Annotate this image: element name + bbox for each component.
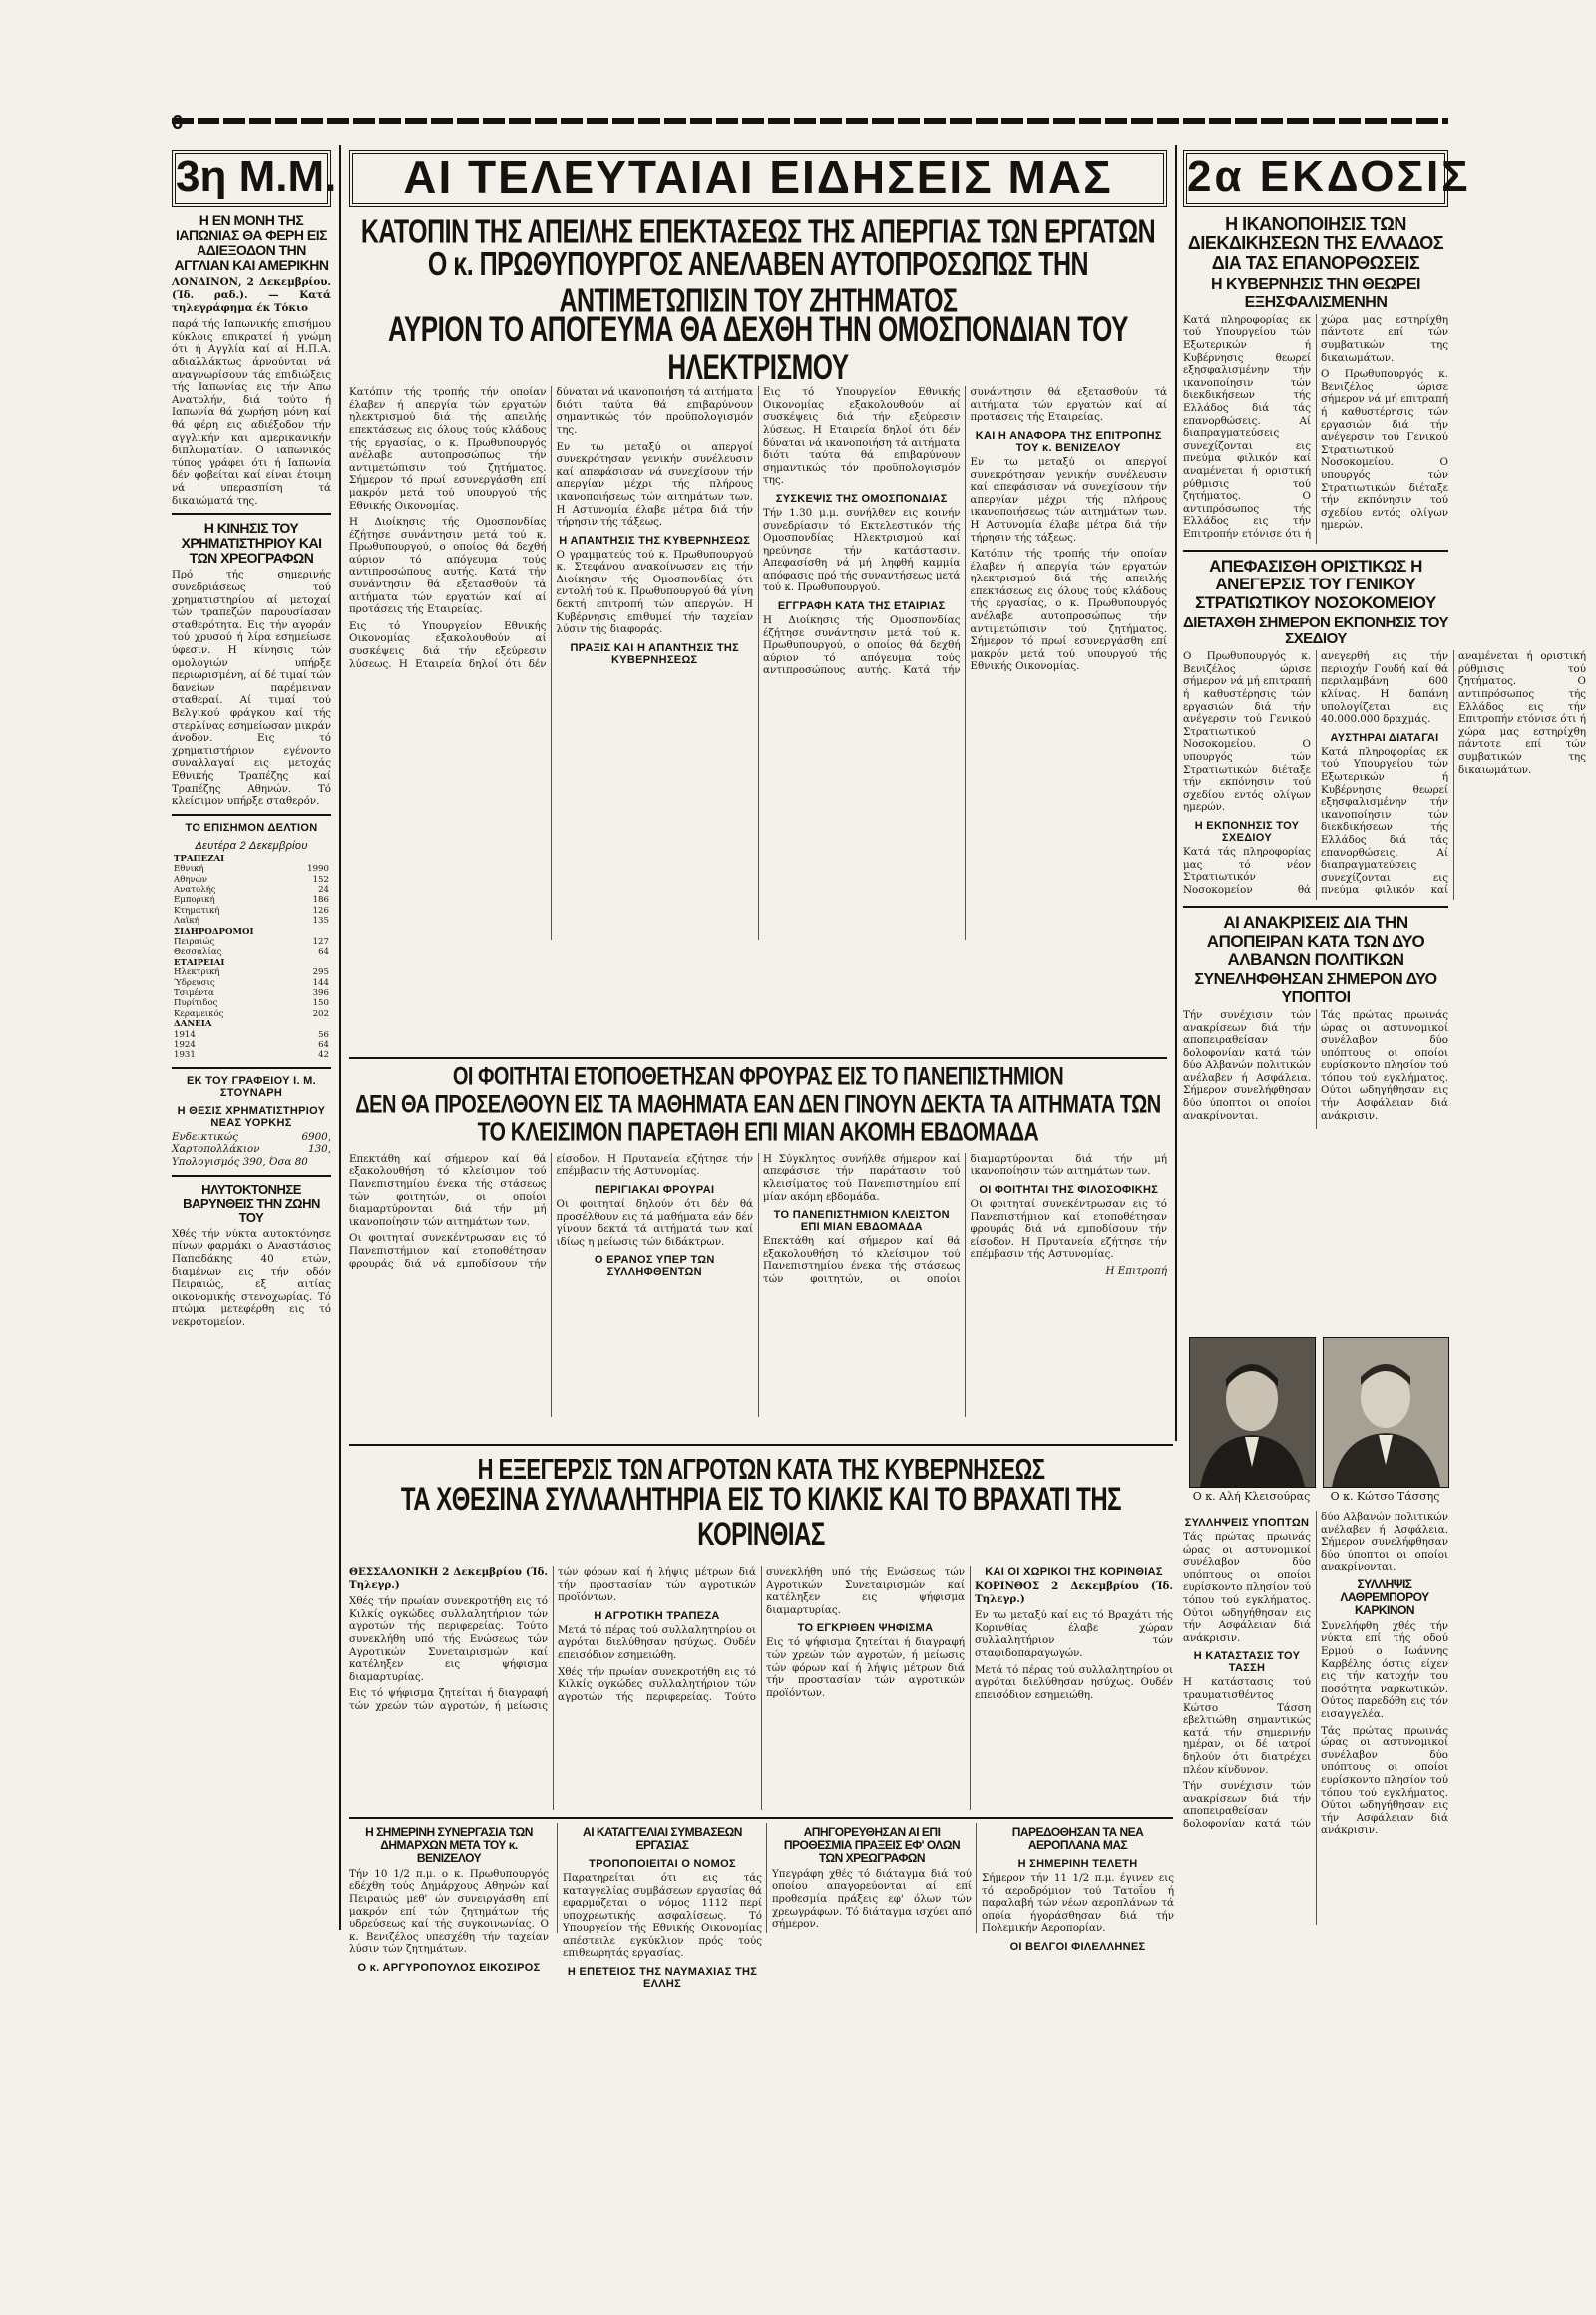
stock-label: Λαϊκή [174,916,200,927]
farmers-headline-1: Η ΕΞΕΓΕΡΣΙΣ ΤΩΝ ΑΓΡΟΤΩΝ ΚΑΤΑ ΤΗΣ ΚΥΒΕΡΝΗΣΕΩΣ [477,1453,1045,1486]
stock-value: 24 [318,884,329,895]
farmers-paragraph: Μετά τό πέρας τού συλλαλητηρίου οι αγρόται διελύθησαν ησύχως. Ουδέν επεισόδιον εσημειώθη. [975,1663,1173,1701]
stock-label: Ηλεκτρική [174,967,220,978]
smuggler-text: Συνελήφθη χθές τήν νύκτα επί τής οδού Ερμού ο Ιωάννης Καρβέλης όστις είχεν εις τήν κατοχήν του ποσότητα ναρκωτικών. Ούτος παρεδόθη εις τόν εισαγγελέα. [1321,1619,1448,1720]
hospital-sub-2: ΑΥΣΤΗΡΑΙ ΔΙΑΤΑΓΑΙ [1330,731,1439,744]
small-articles-row [349,1817,1174,1991]
stock-value: 1990 [307,864,329,875]
photo-tassis [1323,1337,1449,1488]
arrests-text: Τάς πρώτας πρωινάς ώρας οι αστυνομικοί συνέλαβον δύο υπόπτους οι οποίοι ευρίσκοντο πλησίον τού τόπου τού εγκλήματος. Ούτοι ωδηγήθησαν εις τήν Ασφάλειαν διά ανάκρισιν. [1183,1531,1311,1644]
strike-headline-2: Ο κ. ΠΡΩΘΥΠΟΥΡΓΟΣ ΑΝΕΛΑΒΕΝ ΑΥΤΟΠΡΟΣΩΠΩΣ ΤΗΝ ΑΝΤΙΜΕΤΩΠΙΣΙΝ ΤΟΥ ΖΗΤΗΜΑΤΟΣ [427,245,1089,320]
students-subhead-2: Ο ΕΡΑΝΟΣ ΥΠΕΡ ΤΩΝ ΣΥΛΛΗΦΘΕΝΤΩΝ [594,1254,715,1279]
stock-label: ΔΑΝΕΙΑ [174,1019,212,1030]
left-lead-dateline: ΛΟΝΔΙΝΟΝ, 2 Δεκεμβρίου. (Ίδ. ραδ.). — Κατά τηλεγράφημα έκ Τόκιο [172,276,331,314]
stock-label: Τσιμέντα [174,988,214,999]
reparations-text: Ο Πρωθυπουργός κ. Βενιζέλος ώρισε σήμερον νά μή επιτραπή ή καθυστέρησις τών εργασιών διά τήν ανέγερσιν τού Γενικού Στρατιωτικού Νοσοκομείου. Ο υπουργός τών Στρατιωτικών διέταξε τήν εκπόνησιν τού σχεδίου εντός ολίγων ημερών. [1321,368,1448,532]
stock-label: Αθηνών [174,874,207,885]
stock-label: ΣΙΔΗΡΟΔΡΟΜΟΙ [174,926,254,937]
strike-paragraph: Εν τω μεταξύ οι απεργοί συνεκρότησαν γενικήν συνέλευσιν καί απεφάσισαν νά συνεχίσουν τήν απεργίαν μέχρι τής πλήρους ικανοποιήσεως τών αιτημάτων των. Η Αστυνομία έλαβε μέτρα διά τήν τήρησιν τής τάξεως. [556,440,753,529]
stock-row [172,978,331,988]
strike-paragraph: Η Διοίκησις τής Ομοσπονδίας έζήτησε συνάντησιν μετά τού κ. Πρωθυπουργού, ο οποίος θά δεχθή αύριον τό απόγευμα τούς αντιπροσώπους αυτής. Κατά τήν συνάντησιν θά εξετασθούν τά αιτήματα τών εργατών καί αί προτάσεις τής Εταιρείας. [763,386,1167,677]
albanian-text: Τήν συνέχισιν τών ανακρίσεων διά τήν αποπειραθείσαν δολοφονίαν κατά τών δύο Αλβανών πολιτικών ανέλαβεν ή Ασφάλεια. Σήμερον συνελήφθησαν δύο ύποπτοι οι οποίοι ανακρίνονται. [1183,1008,1311,1122]
elli-anniversary-sub: Η ΕΠΕΤΕΙΟΣ ΤΗΣ ΝΑΥΜΑΧΙΑΣ ΤΗΣ ΕΛΛΗΣ [567,1966,758,1991]
stock-value [293,1019,331,1029]
farmers-dateline: ΘΕΣΣΑΛΟΝΙΚΗ 2 Δεκεμβρίου (Ίδ. Τηλεγρ.) [349,1566,548,1591]
suicide-text: Χθές τήν νύκτα αυτοκτόνησε πίνων φαρμάκι ο Αναστάσιος Παπαδάκης 40 ετών, διαμένων εις τήν οδόν Πειραιώς, εξ αιτίας οικονομικής στενοχωρίας. Τό πτώμα μετεφέρθη εις τό νεκροτομείον. [172,1227,331,1328]
contracts-headline: ΑΙ ΚΑΤΑΓΓΕΛΙΑΙ ΣΥΜΒΑΣΕΩΝ ΕΡΓΑΣΙΑΣ [583,1825,742,1852]
strike-subhead-3: ΣΥΣΚΕΨΙΣ ΤΗΣ ΟΜΟΣΠΟΝΔΙΑΣ [775,492,948,505]
stock-label: Εθνική [174,864,204,875]
stock-row [172,875,331,885]
photo-caption-kleisouras: Ο κ. Αλή Κλεισούρας [1192,1490,1311,1503]
stock-row [172,854,331,864]
right-lower [1183,1511,1448,1930]
center-top [349,150,1167,1047]
strike-paragraph: Κατόπιν τής τροπής τήν οποίαν έλαβεν ή απεργία τών εργατών ηλεκτρισμού διά τής απειλής επεκτάσεως εις όλους τούς κλάδους τής εργασίας, ο κ. Πρωθυπουργός ανέλαβε αυτοπροσώπως τήν αντιμετώπισιν τού ζητήματος. Σήμερον τό πρωί εσυνεργάσθη επί μακρόν μετά τού υπουργού τής Εθνικής Οικονομίας. [349,386,547,512]
albanian-subheadline: ΣΥΝΕΛΗΦΘΗΣΑΝ ΣΗΜΕΡΟΝ ΔΥΟ ΥΠΟΠΤΟΙ [1194,971,1437,1006]
stock-label: 1924 [174,1040,196,1051]
top-rule [172,118,1448,124]
stock-value: 126 [312,905,329,916]
mayors-sub: Ο κ. ΑΡΓΥΡΟΠΟΥΛΟΣ ΕΙΚΟΣΙΡΟΣ [357,1962,541,1975]
stock-row [172,998,331,1008]
stock-row [172,1009,331,1019]
reparations-headline: Η ΙΚΑΝΟΠΟΙΗΣΙΣ ΤΩΝ ΔΙΕΚΔΙΚΗΣΕΩΝ ΤΗΣ ΕΛΛΑΔΟΣ ΔΙΑ ΤΑΣ ΕΠΑΝΟΡΘΩΣΕΙΣ [1187,214,1444,273]
tassis-condition-text: Η κατάστασις τού τραυματισθέντος Κώτσο Τάσση εβελτιώθη σημαντικώς κατά τήν σημερινήν ημέραν, οι δέ ιατροί δηλούν ότι διατρέχει πλέον κίνδυνον. [1183,1676,1311,1776]
stock-value [293,958,331,967]
students-paragraph: Οι φοιτηταί συνεκέντρωσαν εις τό Πανεπιστήμιον καί ετοποθέτησαν φρουράς διά νά εμποδίσουν τήν είσοδον. Η Πρυτανεία εζήτησε τήν επέμβασιν τής Αστυνομίας. [970,1198,1167,1261]
bulletin-date: Δευτέρα 2 Δεκεμβρίου [195,839,308,852]
students-paragraph: Επεκτάθη καί σήμερον καί θά εξακολουθήση τό κλείσιμον τού Πανεπιστημίου ένεκα τής στάσεως τών φοιτητών, οι οποίοι διαμαρτύρονται διά τήν μή ικανοποίησιν τών αιτημάτων των. [763,1152,1167,1286]
stock-value: 64 [318,1040,329,1051]
students-headline-1: ΟΙ ΦΟΙΤΗΤΑΙ ΕΤΟΠΟΘΕΤΗΣΑΝ ΦΡΟΥΡΑΣ ΕΙΣ ΤΟ ΠΑΝΕΠΙΣΤΗΜΙΟΝ [452,1063,1064,1091]
divider [172,814,331,816]
stock-row [172,885,331,895]
reparations-subheadline: Η ΚΥΒΕΡΝΗΣΙΣ ΤΗΝ ΘΕΩΡΕΙ ΕΞΗΣΦΑΛΙΣΜΕΝΗΝ [1211,276,1420,311]
students-subhead-1: ΠΕΡΙΓΙΑΚΑΙ ΦΡΟΥΡΑΙ [595,1184,715,1197]
stock-label: 1931 [174,1050,196,1061]
airplanes-headline: ΠΑΡΕΔΟΘΗΣΑΝ ΤΑ ΝΕΑ ΑΕΡΟΠΛΑΝΑ ΜΑΣ [1011,1825,1144,1852]
left-lead-headline: Η ΕΝ ΜΟΝΗ ΤΗΣ ΙΑΠΩΝΙΑΣ ΘΑ ΦΕΡΗ ΕΙΣ ΑΔΙΕΞΟΔΟΝ ΤΗΝ ΑΓΓΛΙΑΝ ΚΑΙ ΑΜΕΡΙΚΗΝ [174,212,329,274]
albanian-body [1183,1009,1448,1129]
stock-label: Θεσσαλίας [174,947,222,958]
masthead-left: 3η Μ.Μ. [172,150,331,207]
mayors-text: Τήν 10 1/2 π.μ. ο κ. Πρωθυπουργός εδέχθη τούς Δημάρχους Αθηνών καί Πειραιώς μεθ' ών συνειργάσθη επί μακρόν επί τών ζητημάτων τής υδρεύσεως καί τής συγκοινωνίας. Ο κ. Βενιζέλος υπεσχέθη τήν ταχείαν λύσιν τών ζητημάτων. [349,1867,549,1956]
divider [1183,550,1448,552]
strike-article [349,386,1167,940]
strike-paragraph: Η Διοίκησις τής Ομοσπονδίας έζήτησε συνάντησιν μετά τού κ. Πρωθυπουργού, ο οποίος θά δεχθή αύριον τό απόγευμα τούς αντιπροσώπους αυτής. Κατά τήν συνάντησιν θά εξετασθούν τά αιτήματα τών εργατών καί αί προτάσεις τής Εταιρείας. [349,516,547,616]
stock-row [172,937,331,947]
divider [172,513,331,515]
bank-note: ΕΚ ΤΟΥ ΓΡΑΦΕΙΟΥ Ι. Μ. ΣΤΟΥΝΑΡΗ [186,1074,317,1099]
stock-row [172,1019,331,1029]
right-column [1183,150,1586,1446]
contracts-article [557,1823,762,1991]
reparations-body [1183,314,1448,544]
stock-row [172,947,331,957]
stock-value: 42 [318,1050,329,1061]
futures-headline: ΑΠΗΓΟΡΕΥΘΗΣΑΝ ΑΙ ΕΠΙ ΠΡΟΘΕΣΜΙΑ ΠΡΑΞΕΙΣ ΕΦ' ΟΛΩΝ ΤΩΝ ΧΡΕΩΓΡΑΦΩΝ [783,1825,961,1865]
stock-value: 144 [312,977,329,988]
stock-row [172,927,331,937]
strike-subhead-5: ΚΑΙ Η ΑΝΑΦΟΡΑ ΤΗΣ ΕΠΙΤΡΟΠΗΣ ΤΟΥ κ. ΒΕΝΙΖΕΛΟΥ [975,429,1162,454]
mayors-headline: Η ΣΗΜΕΡΙΝΗ ΣΥΝΕΡΓΑΣΙΑ ΤΩΝ ΔΗΜΑΡΧΩΝ ΜΕΤΑ ΤΟΥ κ. ΒΕΝΙΖΕΛΟΥ [365,1825,533,1865]
stock-value: 396 [312,988,329,999]
farmers-paragraph: Εν τω μεταξύ καί εις τό Βραχάτι τής Κορινθίας έλαβε χώραν συλλαλητήριον τών σταφιδοπαραγωγών. [975,1609,1173,1659]
stock-label: Κτηματική [174,905,220,916]
hospital-sub-1: Η ΕΚΠΟΝΗΣΙΣ ΤΟΥ ΣΧΕΔΙΟΥ [1194,820,1300,845]
students-paragraph: Οι φοιτηταί συνεκέντρωσαν εις τό Πανεπιστήμιον καί ετοποθέτησαν φρουράς διά νά εμποδίσουν τήν είσοδον. Η Πρυτανεία εζήτησε τήν επέμβασιν τής Αστυνομίας. [349,1152,753,1270]
farmers-paragraph: Χθές τήν πρωίαν συνεκροτήθη εις τό Κιλκίς ογκώδες συλλαλητήριον τών αγροτών τής περιφερείας. Τούτο συνεκλήθη υπό τής Ενώσεως τών Αγροτικών Συνεταιρισμών καί κατέληξεν εις ψήφισμα διαμαρτυρίας. [349,1595,548,1683]
stock-market-headline: Η ΚΙΝΗΣΙΣ ΤΟΥ ΧΡΗΜΑΤΙΣΤΗΡΙΟΥ ΚΑΙ ΤΩΝ ΧΡΕΟΓΡΑΦΩΝ [181,520,322,567]
strike-headline-3: ΑΥΡΙΟΝ ΤΟ ΑΠΟΓΕΥΜΑ ΘΑ ΔΕΧΘΗ ΤΗΝ ΟΜΟΣΠΟΝΔΙΑΝ ΤΟΥ ΗΛΕΚΤΡΙΣΜΟΥ [388,308,1128,388]
photo-caption-tassis: Ο κ. Κώτσο Τάσσης [1330,1490,1440,1503]
stock-label: Κεραμεικός [174,1008,224,1019]
albanian-text: Τάς πρώτας πρωινάς ώρας οι αστυνομικοί συνέλαβον δύο υπόπτους οι οποίοι ευρίσκοντο πλησίον τού τόπου τού εγκλήματος. Ούτοι ωδηγήθησαν εις τήν Ασφάλειαν διά ανάκρισιν. [1321,1008,1448,1122]
farmers-paragraph: Εις τό ψήφισμα ζητείται ή διαγραφή τών χρεών τών αγροτών, ή μείωσις τών φόρων καί ή λήψις μέτρων διά τήν προστασίαν τών αγροτικών προϊόντων. [349,1566,756,1712]
stock-value: 150 [312,998,329,1009]
students-article [349,1057,1167,1442]
tassis-condition-subhead: Η ΚΑΤΑΣΤΑΣΙΣ ΤΟΥ ΤΑΣΣΗ [1193,1650,1301,1675]
bank-text: Ενδεικτικώς 6900, Χαρτοπολλάκιον 130, Υπολογισμός 390, Όσα 80 [172,1130,331,1169]
hospital-text: Κατά πληροφορίας εκ τού Υπουργείου τών Εξωτερικών ή Κυβέρνησις θεωρεί εξησφαλισμένην τήν ικανοποίησιν τών διεκδικήσεων τής Ελλάδος διά τάς επανορθώσεις. Αί διαπραγματεύσεις συνεχίζονται εις πνεύμα φιλικόν καί αναμένεται ή οριστική ρύθμισις τού ζητήματος. Ο αντιπρόσωπος τής Ελλάδος εις τήν Επιτροπήν ετόνισε ότι ή χώρα μας εστηρίχθη πάντοτε επί τών συμβατικών της δικαιωμάτων. [1321,650,1586,897]
stock-value: 152 [312,874,329,885]
strike-subhead-2: ΠΡΑΞΙΣ ΚΑΙ Η ΑΠΑΝΤΗΣΙΣ ΤΗΣ ΚΥΒΕΡΝΗΣΕΩΣ [570,641,740,666]
contracts-sub: ΤΡΟΠΟΠΟΙΕΙΤΑΙ Ο ΝΟΜΟΣ [589,1857,736,1870]
strike-headline-1: ΚΑΤΟΠΙΝ ΤΗΣ ΑΠΕΙΛΗΣ ΕΠΕΚΤΑΣΕΩΣ ΤΗΣ ΑΠΕΡΓΙΑΣ ΤΩΝ ΕΡΓΑΤΩΝ [360,212,1156,251]
stock-value: 135 [312,916,329,927]
left-column [172,150,337,1925]
stock-label: Εμπορική [174,895,215,906]
stock-row [172,988,331,998]
divider [172,1175,331,1177]
hospital-body [1183,650,1586,900]
belgian-sub: ΟΙ ΒΕΛΓΟΙ ΦΙΛΕΛΛΗΝΕΣ [1009,1940,1146,1953]
suicide-headline: ΗΛΥΤΟΚΤΟΝΗΣΕ ΒΑΡΥΝΘΕΙΣ ΤΗΝ ΖΩΗΝ ΤΟΥ [183,1181,320,1225]
students-paragraph: Επεκτάθη καί σήμερον καί θά εξακολουθήση τό κλείσιμον τού Πανεπιστημίου ένεκα τής στάσεως τών φοιτητών, οι οποίοι διαμαρτύρονται διά τήν μή ικανοποίησιν τών αιτημάτων των. [349,1152,547,1228]
farmers-columns [349,1566,1173,1810]
reparations-text: Κατά πληροφορίας εκ τού Υπουργείου τών Εξωτερικών ή Κυβέρνησις θεωρεί εξησφαλισμένην τήν ικανοποίησιν τών διεκδικήσεων τής Ελλάδος διά τάς επανορθώσεις. Αί διαπραγματεύσεις συνεχίζονται εις πνεύμα φιλικόν καί αναμένεται ή οριστική ρύθμισις τού ζητήματος. Ο αντιπρόσωπος τής Ελλάδος εις τήν Επιτροπήν ετόνισε ότι ή χώρα μας εστηρίχθη πάντοτε επί τών συμβατικών της δικαιωμάτων. [1183,313,1448,540]
strike-paragraph: Εις τό Υπουργείον Εθνικής Οικονομίας εξακολουθούν αί συσκέψεις διά τήν εξεύρεσιν λύσεως. Η Εταιρεία δηλοί ότι δέν δύναται νά ικανοποιήση τά αιτήματα διότι ταύτα θά επιβαρύνουν σημαντικώς τόν προϋπολογισμόν της. [763,386,961,487]
futures-article [766,1823,972,1933]
stock-label: Ύδρευσις [174,977,215,988]
strike-paragraph: Εν τω μεταξύ οι απεργοί συνεκρότησαν γενικήν συνέλευσιν καί απεφάσισαν νά συνεχίσουν τήν απεργίαν μέχρι τής πλήρους ικανοποιήσεως τών αιτημάτων των. Η Αστυνομία έλαβε μέτρα διά τήν τήρησιν τής τάξεως. [970,455,1167,544]
students-subhead-3: ΤΟ ΠΑΝΕΠΙΣΤΗΜΙΟΝ ΚΛΕΙΣΤΟΝ ΕΠΙ ΜΙΑΝ ΕΒΔΟΜΑΔΑ [773,1209,950,1234]
stock-value: 186 [312,895,329,906]
portrait-icon [1324,1338,1448,1487]
masthead-center: ΑΙ ΤΕΛΕΥΤΑΙΑΙ ΕΙΔΗΣΕΙΣ ΜΑΣ [349,150,1167,207]
contracts-text: Παρατηρείται ότι εις τάς καταγγελίας συμβάσεων εργασίας θά εφαρμόζεται ο νόμος 1112 περί υποχρεωτικής ασφαλίσεως. Τό Υπουργείον τής Εθνικής Οικονομίας απέστειλε εγκύκλιον πρός τούς επιθεωρητάς εργασίας. [563,1871,762,1960]
farmers-body [349,1566,1173,1815]
stock-label: Ανατολής [174,884,216,895]
mayors-article [349,1823,549,1975]
stock-value: 64 [318,947,329,958]
students-paragraph: Οι φοιτηταί δηλούν ότι δέν θά προσέλθουν εις τά μαθήματα εάν δέν γίνουν δεκτά τά αιτήματά των καί ιδίως η μείωσις τών διδάκτρων. [556,1198,753,1248]
right-lower-body [1183,1511,1448,1925]
divider [1183,906,1448,908]
divider [172,1067,331,1069]
portrait-icon [1190,1338,1315,1487]
hospital-text: Ο Πρωθυπουργός κ. Βενιζέλος ώρισε σήμερον νά μή επιτραπή ή καθυστέρησις τών εργασιών διά τήν ανέγερσιν τού Γενικού Στρατιωτικού Νοσοκομείου. Ο υπουργός τών Στρατιωτικών διέταξε τήν εκπόνησιν τού σχεδίου εντός ολίγων ημερών. [1183,650,1311,814]
column-rule [339,145,341,1930]
strike-subhead-3-text: Τήν 1.30 μ.μ. συνήλθεν εις κοινήν συνεδρίασιν τό Εκτελεστικόν τής Ομοσπονδίας Ηλεκτρισμού καί ηρεύνησε τήν κατάστασιν. Απεφασίσθη νά μή ληφθή καμμία απόφασις πρό τής συναντήσεως μετά τού κ. Πρωθυπουργού. [763,506,961,594]
airplanes-sub: Η ΣΗΜΕΡΙΝΗ ΤΕΛΕΤΗ [1017,1857,1138,1870]
strike-subhead-1-text: Ο γραμματεύς τού κ. Πρωθυπουργού κ. Στεφάνου ανακοίνωσεν εις τήν Διοίκησιν τής Ομοσπονδίας ότι εντολή τού κ. Πρωθυπουργού θά γίνη δεκτή επιτροπή τών απεργών. Η Κυβέρνησις επιθυμεί τήν ταχείαν λύσιν τής διαφοράς. [556,548,753,636]
left-lead-text: παρά τής Ιαπωνικής επισήμου κύκλοις επικρατεί ή γνώμη ότι ή Αγγλία καί αί Η.Π.Α. αδιαλλάκτως άρνούνται νά αναγνωρίσουν τάς επιδιώξεις τής Ιαπωνίας εις τήν Απω Ανατολήν, διά τούτο ή Ιαπωνία θά χωρήση μόνη καί θά φέρη εις αδιέξοδον τήν αγγλικήν και αμερικανικήν διπλωματίαν. Ο ιαπωνικός τύπος γράφει ότι ή Ιαπωνία δέν φοβείται καί είναι έτοιμη νά υπερασπίση τά δικαιώματά της. [172,318,331,507]
stock-label: ΤΡΑΠΕΖΑΙ [174,853,225,864]
stock-row [172,1040,331,1050]
stock-label: ΕΤΑΙΡΕΙΑΙ [174,957,225,967]
students-headline-2: ΔΕΝ ΘΑ ΠΡΟΣΕΛΘΟΥΝ ΕΙΣ ΤΑ ΜΑΘΗΜΑΤΑ ΕΑΝ ΔΕΝ ΓΙΝΟΥΝ ΔΕΚΤΑ ΤΑ ΑΙΤΗΜΑΤΑ ΤΩΝ [355,1090,1161,1119]
stock-value: 295 [312,967,329,978]
stock-row [172,1030,331,1040]
stock-value [293,927,331,937]
farmers-paragraph: Μετά τό πέρας τού συλλαλητηρίου οι αγρόται διελύθησαν ησύχως. Ουδέν επεισόδιον εσημειώθη. [558,1623,756,1661]
stock-row [172,864,331,874]
albanian-headline: ΑΙ ΑΝΑΚΡΙΣΕΙΣ ΔΙΑ ΤΗΝ ΑΠΟΠΕΙΡΑΝ ΚΑΤΑ ΤΩΝ ΔΥΟ ΑΛΒΑΝΩΝ ΠΟΛΙΤΙΚΩΝ [1206,913,1425,969]
arrests-text: Τάς πρώτας πρωινάς ώρας οι αστυνομικοί συνέλαβον δύο υπόπτους οι οποίοι ευρίσκοντο πλησίον τού τόπου τού εγκλήματος. Ούτοι ωδηγήθησαν εις τήν Ασφάλειαν διά ανάκρισιν. [1321,1724,1448,1837]
bulletin-headline: ΤΟ ΕΠΙΣΗΜΟΝ ΔΕΛΤΙΟΝ [185,821,318,834]
students-headline-3: ΤΟ ΚΛΕΙΣΙΜΟΝ ΠΑΡΕΤΑΘΗ ΕΠΙ ΜΙΑΝ ΑΚΟΜΗ ΕΒΔΟΜΑΔΑ [477,1118,1039,1147]
stock-label: Πειραιώς [174,936,215,947]
futures-text: Υπεγράφη χθές τό διάταγμα διά τού οποίου απαγορεύονται αί επί προθεσμία πράξεις εφ' όλων τών χρεωγράφων. Τό διάταγμα ισχύει από σήμερον. [772,1867,972,1931]
bank-note-2: Η ΘΕΣΙΣ ΧΡΗΜΑΤΙΣΤΗΡΙΟΥ ΝΕΑΣ ΥΟΡΚΗΣ [177,1104,326,1129]
stock-value [293,854,331,864]
masthead-right: 2α ΕΚΔΟΣΙΣ [1183,150,1448,207]
farmers-subhead-1: Η ΑΓΡΟΤΙΚΗ ΤΡΑΠΕΖΑ [594,1609,720,1622]
hospital-subheadline: ΔΙΕΤΑΧΘΗ ΣΗΜΕΡΟΝ ΕΚΠΟΝΗΣΙΣ ΤΟΥ ΣΧΕΔΙΟΥ [1183,613,1449,648]
stock-row [172,895,331,905]
stock-row [172,906,331,916]
stock-label: 1914 [174,1029,196,1040]
farmers-subhead-3: ΚΑΙ ΟΙ ΧΩΡΙΚΟΙ ΤΗΣ ΚΟΡΙΝΘΙΑΣ [985,1566,1163,1578]
airplanes-article [976,1823,1174,1953]
smuggler-headline: ΣΥΛΛΗΨΙΣ ΛΑΘΡΕΜΠΟΡΟΥ ΚΑΡΚΙΝΟΝ [1340,1576,1429,1617]
stock-row [172,916,331,926]
strike-subhead-1: Η ΑΠΑΝΤΗΣΙΣ ΤΗΣ ΚΥΒΕΡΝΗΣΕΩΣ [559,534,751,547]
stock-value: 202 [312,1008,329,1019]
students-paragraph: Η Σύγκλητος συνήλθε σήμερον καί απεφάσισε τήν παράτασιν τού κλεισίματος τού Πανεπιστημίου επί μίαν ακόμη εβδομάδα. [763,1152,961,1203]
strike-paragraph: Κατόπιν τής τροπής τήν οποίαν έλαβεν ή απεργία τών εργατών ηλεκτρισμού διά τής απειλής επεκτάσεως εις όλους τούς κλάδους τής εργασίας, ο κ. Πρωθυπουργός ανέλαβε αυτοπροσώπως τήν αντιμετώπισιν τού ζητήματος. Σήμερον τό πρωί εσυνεργάσθη επί μακρόν μετά τού υπουργού τής Εθνικής Οικονομίας. [970,548,1167,673]
stock-market-text: Πρό τής σημερινής συνεδριάσεως τού χρηματιστηρίου αί μετοχαί τών τραπεζών παρουσίασαν σταθερότητα. Εις τήν αγοράν τού χρυσού ή λίρα εσημείωσε ύφεσιν. Η κίνησις τών ομολογιών υπήρξε περιωρισμένη, αί δέ τιμαί τών δανείων παρέμειναν σταθεραί. Αί τιμαί τού Βελγικού φράγκου καί τής στερλίνας εσημείωσαν μικράν άνοδον. Εις τό χρηματιστήριον εγένοντο συναλλαγαί εις μετοχάς Εθνικής Τραπέζης καί Τραπέζης Αθηνών. Τό κλείσιμον υπήρξε σταθερόν. [172,569,331,808]
photo-kleisouras [1189,1337,1316,1488]
farmers-dateline-2: ΚΟΡΙΝΘΟΣ 2 Δεκεμβρίου (Ίδ. Τηλεγρ.) [975,1580,1173,1605]
stock-row [172,1050,331,1060]
farmers-headline-2: ΤΑ ΧΘΕΣΙΝΑ ΣΥΛΛΑΛΗΤΗΡΙΑ ΕΙΣ ΤΟ ΚΙΛΚΙΣ ΚΑΙ ΤΟ ΒΡΑΧΑΤΙ ΤΗΣ ΚΟΡΙΝΘΙΑΣ [400,1481,1122,1553]
farmers-subhead-2: ΤΟ ΕΓΚΡΙΘΕΝ ΨΗΦΙΣΜΑ [797,1622,934,1635]
strike-paragraph: Εις τό Υπουργείον Εθνικής Οικονομίας εξακολουθούν αί συσκέψεις διά τήν εξεύρεσιν λύσεως. Η Εταιρεία δηλοί ότι δέν δύναται νά ικανοποιήση τά αιτήματα διότι ταύτα θά επιβαρύνουν σημαντικώς τόν προϋπολογισμόν της. [349,386,753,670]
airplanes-text: Σήμερον τήν 11 1/2 π.μ. έγινεν εις τό αεροδρόμιον τού Τατοΐου ή παραλαβή τών νέων αεροπλάνων τά οποία ήγοράσθησαν διά τήν Πολεμικήν Αεροπορίαν. [982,1871,1174,1935]
hospital-headline: ΑΠΕΦΑΣΙΣΘΗ ΟΡΙΣΤΙΚΩΣ Η ΑΝΕΓΕΡΣΙΣ ΤΟΥ ΓΕΝΙΚΟΥ ΣΤΡΑΤΙΩΤΙΚΟΥ ΝΟΣΟΚΟΜΕΙΟΥ [1195,556,1436,612]
stock-label: Πυρίτιδος [174,998,218,1009]
students-subhead-4: ΟΙ ΦΟΙΤΗΤΑΙ ΤΗΣ ΦΙΛΟΣΟΦΙΚΗΣ [979,1184,1159,1197]
column-rule [1175,145,1177,1441]
students-signature: Η Επιτροπή [1105,1265,1167,1278]
strike-subhead-4: ΕΓΓΡΑΦΗ ΚΑΤΑ ΤΗΣ ΕΤΑΙΡΙΑΣ [777,600,946,613]
stock-row [172,967,331,977]
stock-table [172,854,331,1061]
arrests-subhead: ΣΥΛΛΗΨΕΙΣ ΥΠΟΠΤΩΝ [1184,1517,1310,1529]
farmers-paragraph: Χθές τήν πρωίαν συνεκροτήθη εις τό Κιλκίς ογκώδες συλλαλητήριον τών αγροτών τής περιφερείας. Τούτο συνεκλήθη υπό τής Ενώσεως τών Αγροτικών Συνεταιρισμών καί κατέληξεν εις ψήφισμα διαμαρτυρίας. [558,1566,965,1703]
stock-value: 56 [318,1029,329,1040]
stock-value: 127 [312,936,329,947]
arrests-text: Τήν συνέχισιν τών ανακρίσεων διά τήν αποπειραθείσαν δολοφονίαν κατά τών δύο Αλβανών πολιτικών ανέλαβεν ή Ασφάλεια. Σήμερον συνελήφθησαν δύο ύποπτοι οι οποίοι ανακρίνονται. [1183,1511,1448,1830]
hospital-text: Κατά τάς πληροφορίας μας τό νέον Στρατιωτικόν Νοσοκομείον θά ανεγερθή εις τήν περιοχήν Γουδή καί θά περιλαμβάνη 600 κλίνας. Η δαπάνη υπολογίζεται εις 40.000.000 δραχμάς. [1183,650,1448,896]
farmers-paragraph: Εις τό ψήφισμα ζητείται ή διαγραφή τών χρεών τών αγροτών, ή μείωσις τών φόρων καί ή λήψις μέτρων διά τήν προστασίαν τών αγροτικών προϊόντων. [766,1636,965,1699]
students-body [349,1153,1167,1417]
stock-row [172,958,331,967]
